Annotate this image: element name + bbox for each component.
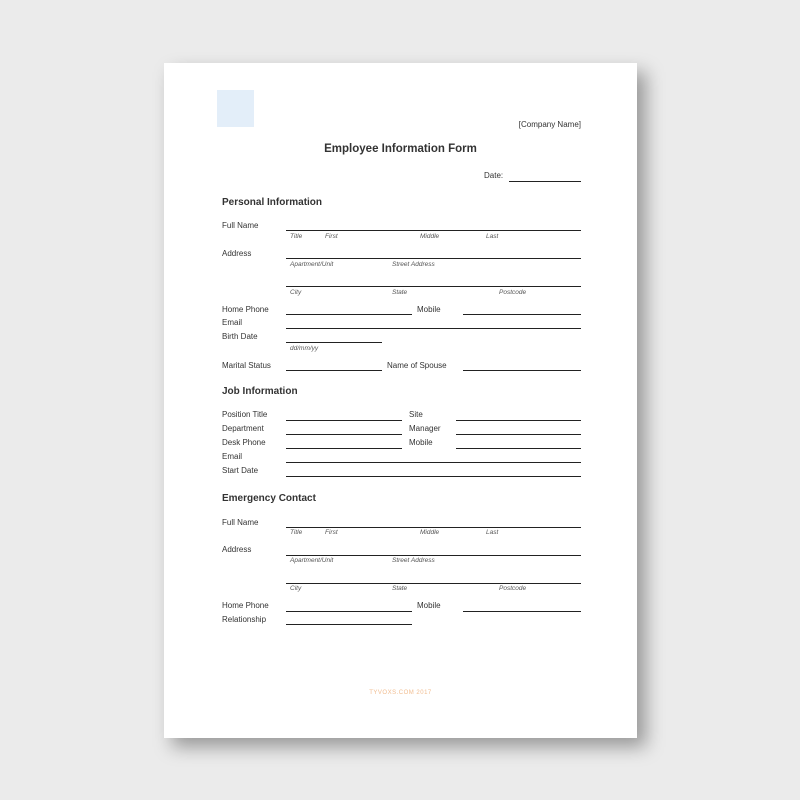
emergency-name-part-last: Last: [486, 529, 499, 536]
job-mobile-field[interactable]: [456, 448, 581, 449]
start-date-label: Start Date: [222, 466, 259, 475]
emergency-address-part-postcode: Postcode: [499, 585, 527, 592]
marital-status-field[interactable]: [286, 370, 382, 371]
personal-full-name-field[interactable]: [286, 230, 581, 231]
job-mobile-label: Mobile: [409, 438, 433, 447]
personal-address-field-1[interactable]: [286, 258, 581, 259]
emergency-contact-heading: Emergency Contact: [222, 493, 316, 504]
manager-field[interactable]: [456, 434, 581, 435]
emergency-full-name-field[interactable]: [286, 527, 581, 528]
relationship-field[interactable]: [286, 624, 412, 625]
position-title-label: Position Title: [222, 410, 268, 419]
job-email-field[interactable]: [286, 462, 581, 463]
department-field[interactable]: [286, 434, 402, 435]
personal-home-phone-field[interactable]: [286, 314, 412, 315]
job-email-label: Email: [222, 452, 243, 461]
name-of-spouse-field[interactable]: [463, 370, 581, 371]
emergency-full-name-label: Full Name: [222, 518, 259, 527]
manager-label: Manager: [409, 424, 441, 433]
personal-birth-date-label: Birth Date: [222, 332, 258, 341]
site-label: Site: [409, 410, 423, 419]
emergency-name-part-middle: Middle: [420, 529, 440, 536]
address-part-street: Street Address: [392, 261, 435, 268]
emergency-mobile-field[interactable]: [463, 611, 581, 612]
date-label: Date:: [484, 171, 504, 180]
desk-phone-field[interactable]: [286, 448, 402, 449]
emergency-address-part-state: State: [392, 585, 408, 592]
job-info-heading: Job Information: [222, 386, 298, 397]
emergency-address-field-2[interactable]: [286, 583, 581, 584]
footer-watermark: TYVOXS.COM 2017: [369, 690, 432, 696]
emergency-mobile-label: Mobile: [417, 601, 441, 610]
emergency-home-phone-label: Home Phone: [222, 601, 269, 610]
department-label: Department: [222, 424, 264, 433]
personal-full-name-label: Full Name: [222, 221, 259, 230]
site-field[interactable]: [456, 420, 581, 421]
emergency-address-part-apartment: Apartment/Unit: [290, 557, 334, 564]
name-part-title: Title: [290, 233, 303, 240]
emergency-home-phone-field[interactable]: [286, 611, 412, 612]
personal-home-phone-label: Home Phone: [222, 305, 269, 314]
personal-email-label: Email: [222, 318, 243, 327]
emergency-name-part-title: Title: [290, 529, 303, 536]
name-of-spouse-label: Name of Spouse: [387, 361, 447, 370]
emergency-address-label: Address: [222, 545, 252, 554]
personal-info-heading: Personal Information: [222, 197, 323, 208]
emergency-name-part-first: First: [325, 529, 338, 536]
start-date-field[interactable]: [286, 476, 581, 477]
name-part-last: Last: [486, 233, 499, 240]
company-name: [Company Name]: [518, 120, 581, 129]
emergency-address-part-street: Street Address: [392, 557, 435, 564]
marital-status-label: Marital Status: [222, 361, 271, 370]
personal-mobile-field[interactable]: [463, 314, 581, 315]
personal-birth-date-field[interactable]: [286, 342, 382, 343]
desk-phone-label: Desk Phone: [222, 438, 266, 447]
name-part-middle: Middle: [420, 233, 440, 240]
relationship-label: Relationship: [222, 615, 267, 624]
name-part-first: First: [325, 233, 338, 240]
address-part-apartment: Apartment/Unit: [290, 261, 334, 268]
address-part-city: City: [290, 289, 302, 296]
date-field[interactable]: [509, 181, 581, 182]
address-part-postcode: Postcode: [499, 289, 527, 296]
form-title: Employee Information Form: [324, 143, 477, 155]
position-title-field[interactable]: [286, 420, 402, 421]
personal-address-field-2[interactable]: [286, 286, 581, 287]
birth-date-format: dd/mm/yy: [290, 345, 319, 352]
address-part-state: State: [392, 289, 408, 296]
emergency-address-field-1[interactable]: [286, 555, 581, 556]
form-page: [164, 63, 637, 738]
personal-address-label: Address: [222, 249, 252, 258]
personal-email-field[interactable]: [286, 328, 581, 329]
emergency-address-part-city: City: [290, 585, 302, 592]
logo-placeholder: [217, 90, 254, 127]
personal-mobile-label: Mobile: [417, 305, 441, 314]
